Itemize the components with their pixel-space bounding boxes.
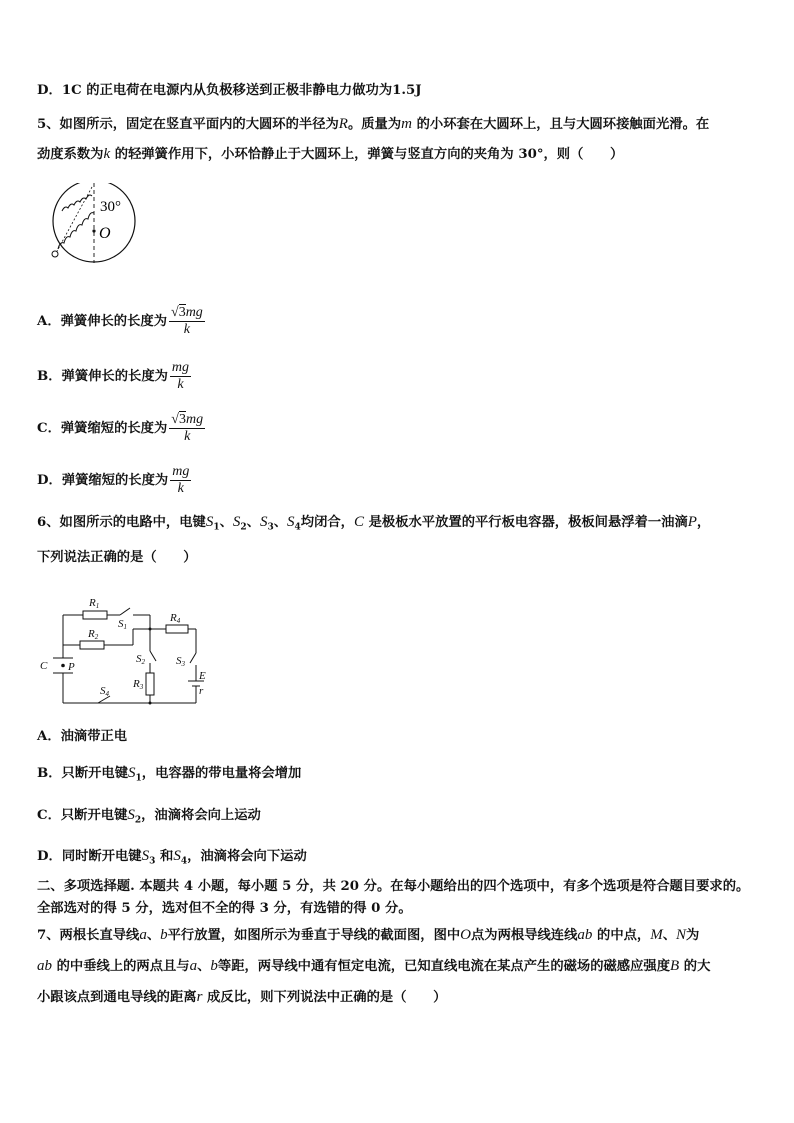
q4-option-d: D．1C 的正电荷在电源内从负极移送到正极非静电力做功为1.5J <box>37 83 422 98</box>
label-r2: R2 <box>88 628 99 641</box>
q6-option-b: B．只断开电键$S_1$，电容器的带电量将会增加 <box>37 765 302 784</box>
fraction: $\frac{mg}{k}$ <box>171 360 190 392</box>
center-dot <box>92 229 95 232</box>
q5-option-d: D．弹簧缩短的长度为 $\frac{mg}{k}$ <box>37 464 190 496</box>
q5-ring-figure <box>44 183 144 263</box>
label-r4: R4 <box>170 612 181 625</box>
resistor-r2 <box>80 641 104 649</box>
angle-label: 30° <box>100 199 121 215</box>
q7-stem-line2: ab 的中垂线上的两点且与a、b等距，两导线中通有恒定电流，已知直线电流在某点产生的磁场的磁感应强度B 的大 <box>37 958 711 974</box>
label-p: P <box>68 661 75 673</box>
center-label: O <box>99 225 111 242</box>
switch-s3 <box>190 653 196 663</box>
resistor-r3 <box>146 673 154 695</box>
q7-stem-line3: 小跟该点到通电导线的距离r 成反比，则下列说法中正确的是（ ） <box>37 989 447 1005</box>
label-c: C <box>40 660 48 672</box>
q6-stem-line1: 6、如图所示的电路中，电键$S_1$、$S_2$、$S_3$、$S_4$均闭合，C 是极板水平放置的平行板电容器，极板间悬浮着一油滴P， <box>37 514 711 533</box>
section2-header-line2: 全部选对的得 5 分，选对但不全的得 3 分，有选错的得 0 分。 <box>37 901 412 916</box>
small-ring <box>52 251 58 257</box>
label-s2: S2 <box>136 653 145 666</box>
q5-stem-line1: 5、如图所示，固定在竖直平面内的大圆环的半径为R。质量为m 的小环套在大圆环上，且与大圆环接触面光滑。在 <box>37 116 710 132</box>
q5-stem-line2: 劲度系数为k 的轻弹簧作用下，小环恰静止于大圆环上，弹簧与竖直方向的夹角为 30°，则（ ） <box>37 146 624 162</box>
label-r1: R1 <box>89 597 100 610</box>
q7-stem-line1: 7、两根长直导线a、b平行放置，如图所示为垂直于导线的截面图，图中O点为两根导线连线ab 的中点，M、N为 <box>37 927 700 943</box>
resistor-r1 <box>83 611 107 619</box>
q6-circuit-figure <box>38 593 208 713</box>
switch-s2 <box>150 651 156 661</box>
switch-s1 <box>120 608 130 615</box>
resistor-r4 <box>166 625 188 633</box>
label-s1: S1 <box>118 618 127 631</box>
label-r3: R3 <box>133 678 144 691</box>
q5-option-a: A．弹簧伸长的长度为 $\frac{√3mg}{k}$ <box>37 305 203 337</box>
label-s4: S4 <box>100 685 109 698</box>
fraction: $\frac{√3mg}{k}$ <box>171 305 203 337</box>
label-e: E <box>199 670 206 682</box>
q6-stem-line2: 下列说法正确的是（ ） <box>37 550 197 565</box>
q6-option-d: D．同时断开电键$S_3$ 和$S_4$，油滴将会向下运动 <box>37 848 307 867</box>
fraction: $\frac{√3mg}{k}$ <box>171 412 204 444</box>
oil-drop <box>61 664 65 668</box>
label-s3: S3 <box>176 655 185 668</box>
q6-option-a: A．油滴带正电 <box>37 729 128 744</box>
q6-option-c: C．只断开电键$S_2$，油滴将会向上运动 <box>37 807 261 826</box>
label-r: r <box>199 685 204 697</box>
fraction: $\frac{mg}{k}$ <box>172 464 190 496</box>
section2-header-line1: 二、多项选择题. 本题共 4 小题，每小题 5 分，共 20 分。在每小题给出的四个选项中，有多个选项是符合题目要求的。 <box>37 879 750 894</box>
big-ring <box>53 183 135 262</box>
spring-coil-top <box>62 195 92 211</box>
q5-option-b: B．弹簧伸长的长度为 $\frac{mg}{k}$ <box>37 360 190 392</box>
spring-coil <box>58 213 94 249</box>
q5-option-c: C．弹簧缩短的长度为 $\frac{√3mg}{k}$ <box>37 412 204 444</box>
